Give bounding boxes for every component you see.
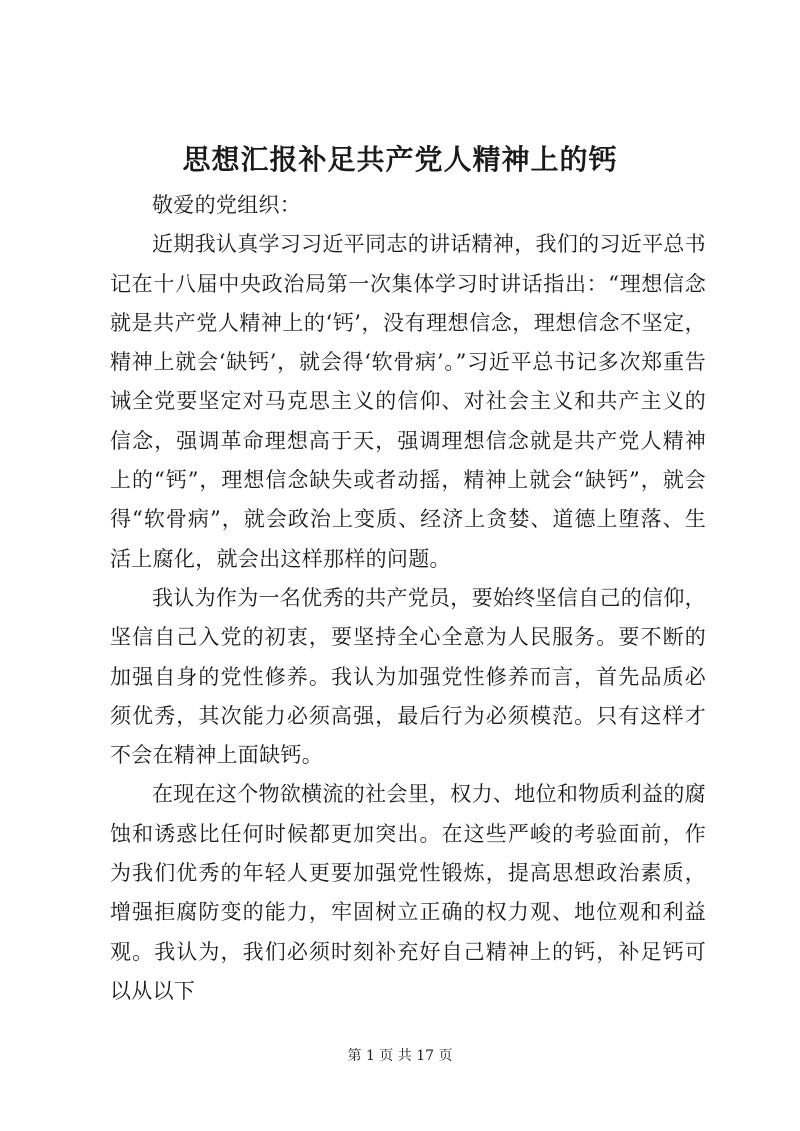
document-title: 思想汇报补足共产党人精神上的钙 bbox=[182, 143, 618, 176]
paragraph-1: 近期我认真学习习近平同志的讲话精神，我们的习近平总书记在十八届中央政治局第一次集体学习时讲话指出：“理想信念就是共产党人精神上的‘钙’，没有理想信念，理想信念不坚定，精神上就会‘缺钙’，就会得‘软骨病’。”习近平总书记多次郑重告诫全党要坚定对马克思主义的信仰、对社会主义和共产主义的信念，强调革命理想高于天，强调理想信念就是共产党人精神上的“钙”，理想信念缺失或者动摇，精神上就会“缺钙”，就会得“软骨病”，就会政治上变质、经济上贪婪、道德上堕落、生活上腐化，就会出这样那样的问题。 bbox=[110, 232, 706, 571]
document-body bbox=[110, 186, 706, 1011]
paragraph-3: 在现在这个物欲横流的社会里，权力、地位和物质利益的腐蚀和诱惑比任何时候都更加突出。在这些严峻的考验面前，作为我们优秀的年轻人更要加强党性锻炼，提高思想政治素质，增强拒腐防变的能力，牢固树立正确的权力观、地位观和利益观。我认为，我们必须时刻补充好自己精神上的钙，补足钙可以从以下 bbox=[110, 782, 706, 1003]
salutation: 敬爱的党组织： bbox=[152, 193, 302, 217]
paragraph-2: 我认为作为一名优秀的共产党员，要始终坚信自己的信仰，坚信自己入党的初衷，要坚持全心全意为人民服务。要不断的加强自身的党性修养。我认为加强党性修养而言，首先品质必须优秀，其次能力必须高强，最后行为必须模范。只有这样才不会在精神上面缺钙。 bbox=[110, 585, 706, 768]
page-number-footer: 第 1 页 共 17 页 bbox=[347, 1048, 453, 1064]
